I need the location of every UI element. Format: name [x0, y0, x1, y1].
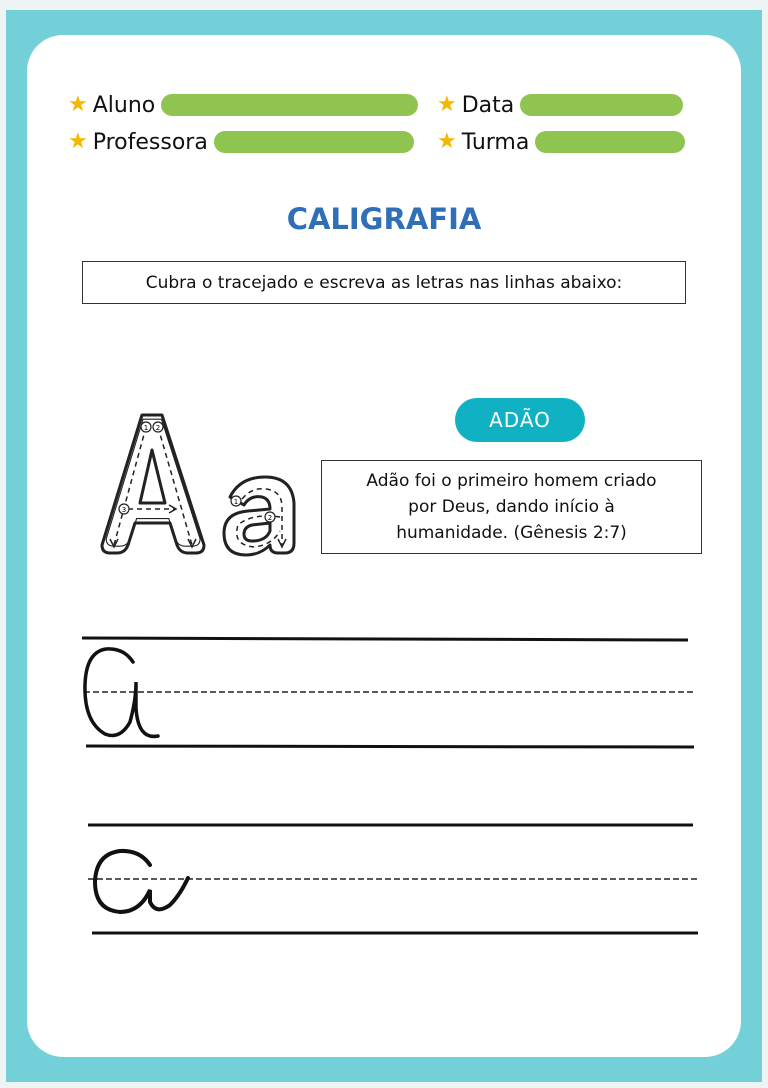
- class-label: Turma: [461, 129, 530, 155]
- date-field: [437, 93, 683, 117]
- class-field: [437, 130, 685, 154]
- teacher-input[interactable]: [214, 131, 414, 153]
- step-number: 2: [155, 424, 161, 432]
- class-input[interactable]: [535, 131, 685, 153]
- teacher-label: Professora: [92, 129, 208, 155]
- step-number: 3: [121, 506, 127, 514]
- verse-box: [321, 460, 702, 554]
- student-field: [68, 93, 418, 117]
- lowercase-a-tracing: [224, 477, 294, 555]
- date-input[interactable]: [520, 94, 683, 116]
- star-icon: ★: [68, 92, 88, 117]
- instruction-text: Cubra o tracejado e escreva as letras nas linhas abaixo:: [145, 272, 623, 293]
- word-badge: [455, 398, 585, 442]
- step-number: 2: [267, 514, 273, 522]
- step-number: 1: [233, 498, 239, 506]
- star-icon: ★: [68, 129, 88, 154]
- date-label: Data: [461, 92, 515, 118]
- letter-tracing-illustration: [80, 405, 305, 560]
- step-number: 1: [143, 424, 149, 432]
- word-text: ADÃO: [489, 408, 551, 432]
- star-icon: ★: [437, 92, 457, 117]
- verse-text: Adão foi o primeiro homem criado por Deus, dando início à humanidade. (Gênesis 2:7): [366, 471, 657, 543]
- instruction-box: [82, 261, 686, 304]
- student-label: Aluno: [92, 92, 156, 118]
- star-icon: ★: [437, 129, 457, 154]
- uppercase-a-tracing: [102, 415, 204, 553]
- page-title: CALIGRAFIA: [286, 202, 482, 236]
- teacher-field: [68, 130, 414, 154]
- student-input[interactable]: [161, 94, 418, 116]
